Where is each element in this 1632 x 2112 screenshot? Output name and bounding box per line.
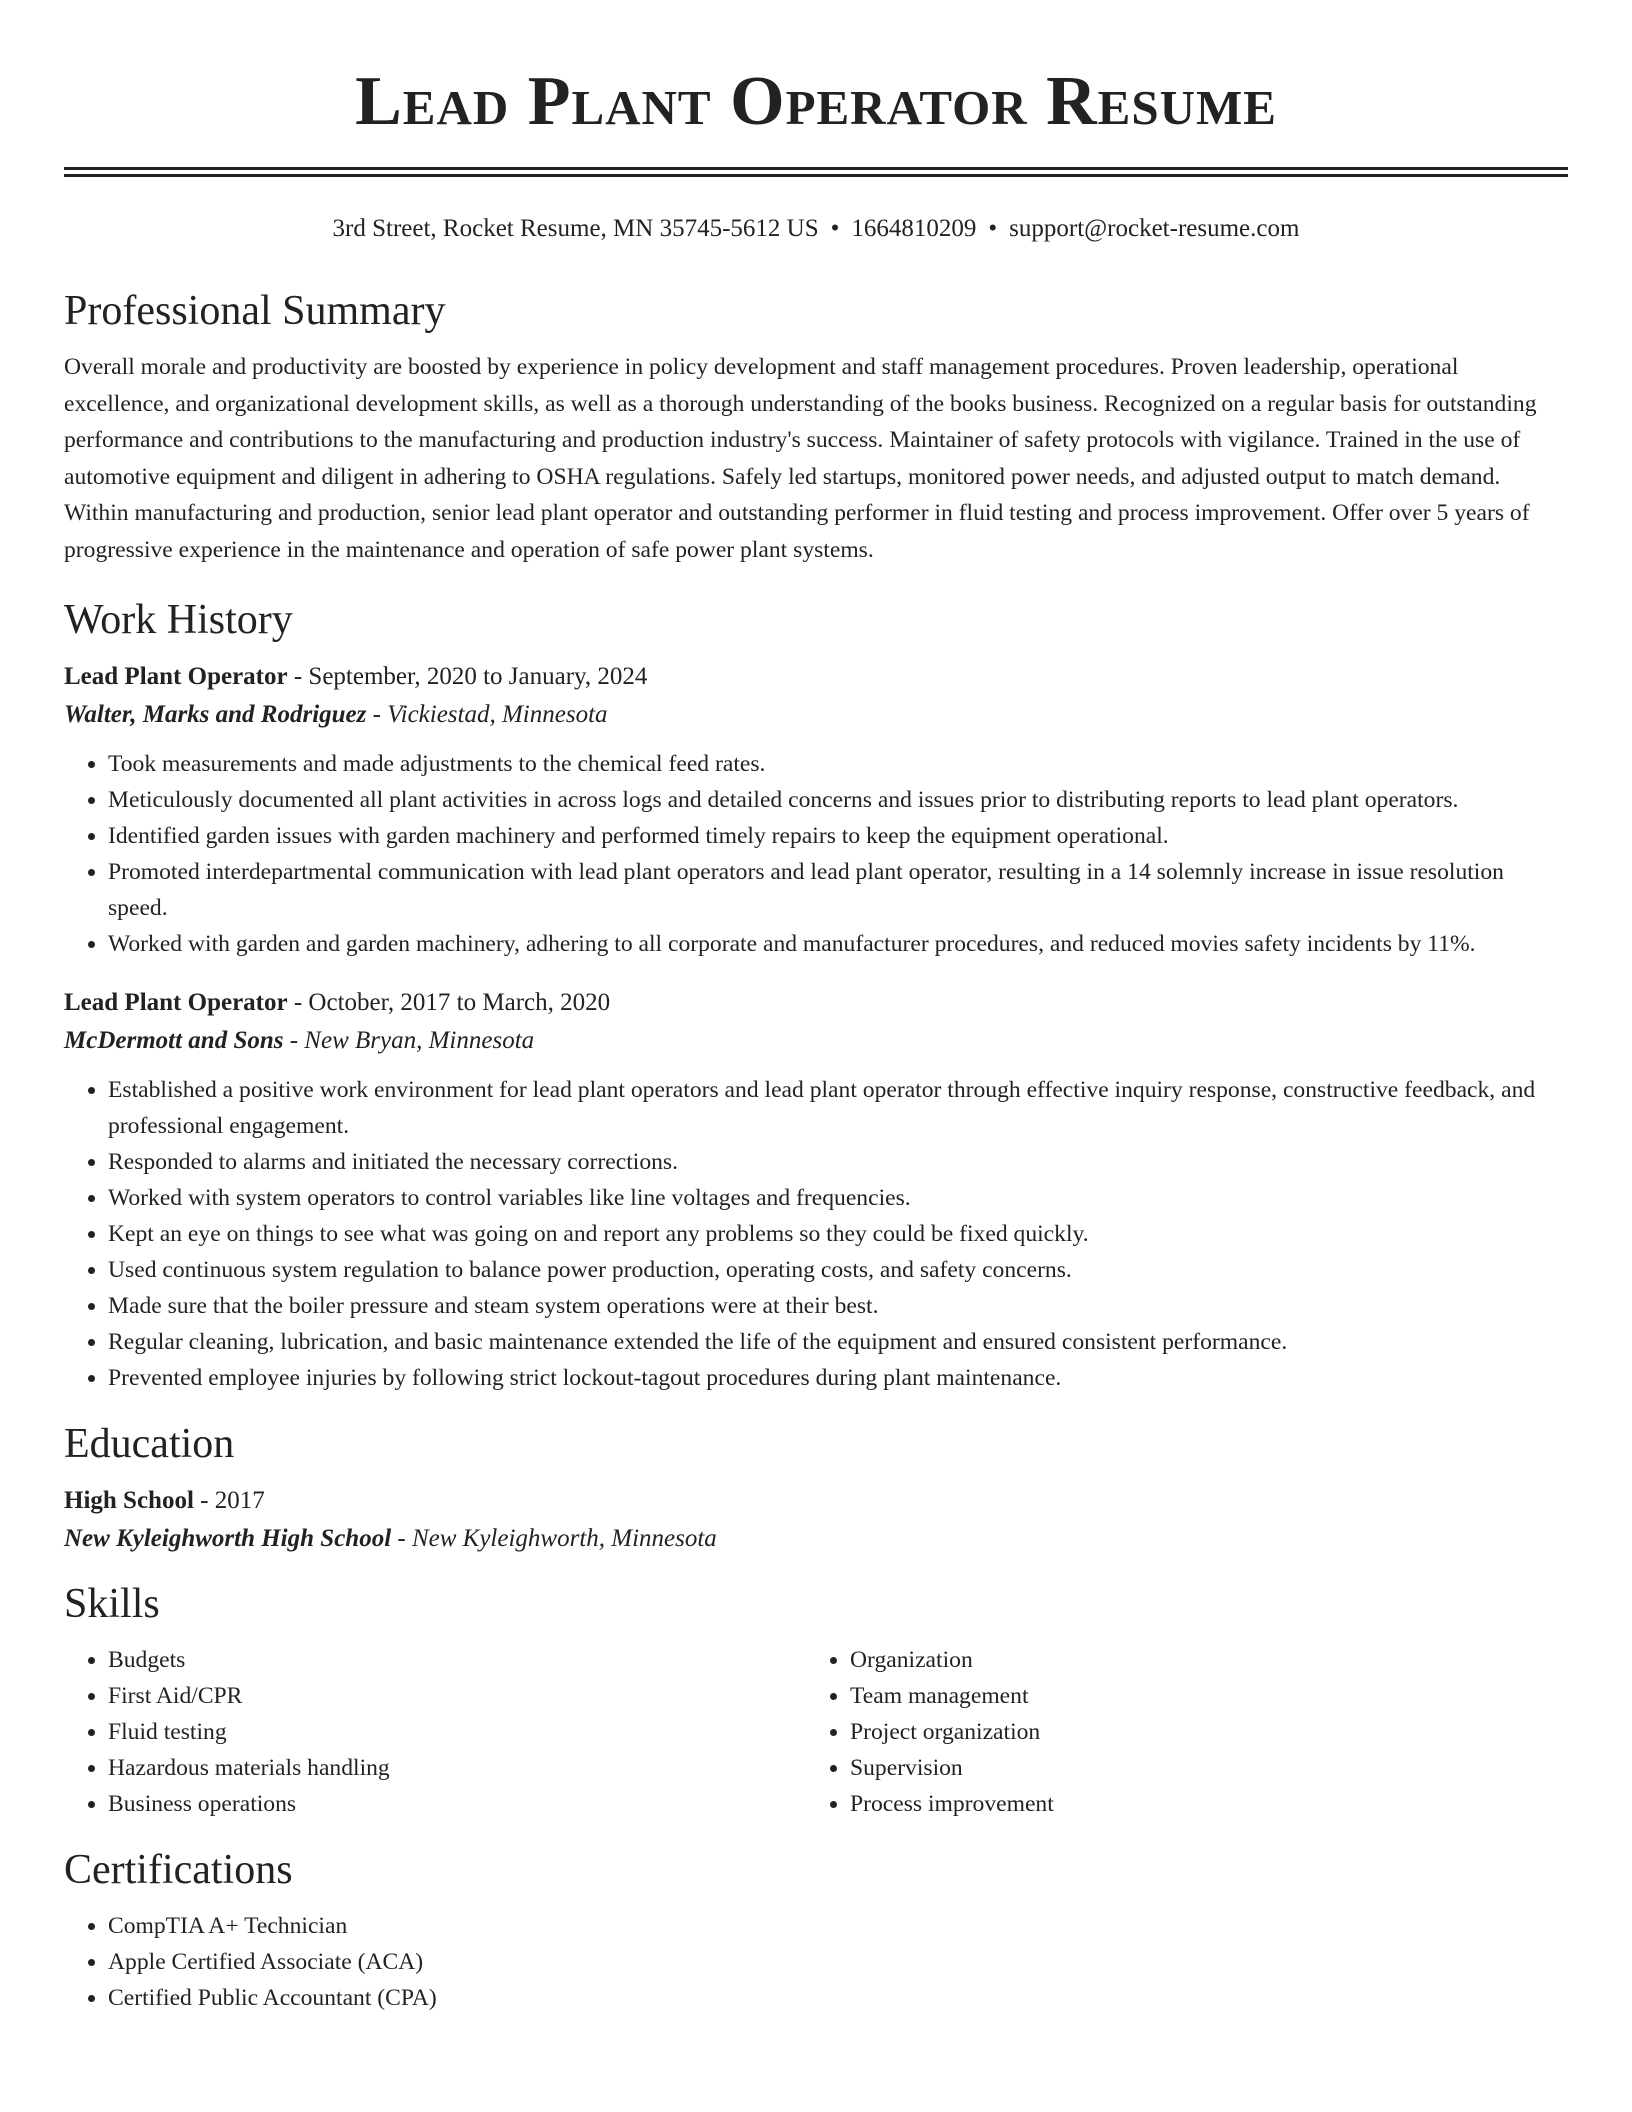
skills-grid <box>64 1642 1568 1822</box>
summary-text: Overall morale and productivity are boosted by experience in policy development and staff management procedures. Proven leadership, operational excellence, and organizational development skills, as well as a thorough understanding of the books business. Recognized on a regular basis for outstanding performance and contributions to the manufacturing and production industry's success. Maintainer of safety protocols with vigilance. Trained in the use of automotive equipment and diligent in adhering to OSHA regulations. Safely led startups, monitored power needs, and adjusted output to match demand. Within manufacturing and production, senior lead plant operator and outstanding performer in fluid testing and process improvement. Offer over 5 years of progressive experience in the maintenance and operation of safe power plant systems. <box>64 354 1537 563</box>
skills-list <box>64 1642 806 1822</box>
education-degree: High School <box>64 1487 194 1514</box>
skill-item: • Hazardous materials handling <box>108 1750 806 1786</box>
job-title: Lead Plant Operator <box>64 663 288 690</box>
list-item: • Responded to alarms and initiated the necessary corrections. <box>108 1144 1568 1180</box>
job-title-line <box>64 658 1568 696</box>
list-item: • Regular cleaning, lubrication, and basic maintenance extended the life of the equipment and ensured consistent performance. <box>108 1324 1568 1360</box>
job-entry <box>64 984 1568 1396</box>
job-company: Walter, Marks and Rodriguez <box>64 701 367 728</box>
job-location: - Vickiestad, Minnesota <box>366 701 608 728</box>
certifications-heading: Certifications <box>64 1847 293 1893</box>
skills-list <box>806 1642 1548 1822</box>
job-bullets <box>64 1072 1568 1396</box>
list-item: • Made sure that the boiler pressure and steam system operations were at their best. <box>108 1288 1568 1324</box>
list-item: • Worked with garden and garden machinery, adhering to all corporate and manufacturer procedures, and reduced movies safety incidents by 11%. <box>108 926 1568 962</box>
education-school: New Kyleighworth High School <box>64 1525 392 1552</box>
list-item: • Prevented employee injuries by following strict lockout-tagout procedures during plant maintenance. <box>108 1360 1568 1396</box>
list-item: • Established a positive work environment for lead plant operators and lead plant operator through effective inquiry response, constructive feedback, and professional engagement. <box>108 1072 1568 1144</box>
title-divider <box>64 167 1568 177</box>
job-entry <box>64 658 1568 962</box>
job-company: McDermott and Sons <box>64 1027 284 1054</box>
separator-dot: • <box>830 215 840 242</box>
separator-dot: • <box>988 215 998 242</box>
certification-item: • Certified Public Accountant (CPA) <box>108 1980 1568 2016</box>
list-item: • Identified garden issues with garden machinery and performed timely repairs to keep the equipment operational. <box>108 818 1568 854</box>
certification-item: • Apple Certified Associate (ACA) <box>108 1944 1568 1980</box>
skill-item: • Fluid testing <box>108 1714 806 1750</box>
skill-item: • Supervision <box>850 1750 1548 1786</box>
education-location: - New Kyleighworth, Minnesota <box>391 1525 717 1552</box>
address: 3rd Street, Rocket Resume, MN 35745-5612 US <box>332 215 819 242</box>
job-title-line <box>64 984 1568 1022</box>
education-year: - 2017 <box>193 1487 265 1514</box>
education-school-line <box>64 1520 1568 1558</box>
skills-heading: Skills <box>64 1581 160 1627</box>
skill-item: • Budgets <box>108 1642 806 1678</box>
job-bullets <box>64 746 1568 962</box>
skills-column-left <box>64 1642 806 1822</box>
job-dates: - September, 2020 to January, 2024 <box>287 663 648 690</box>
email-link[interactable]: support@rocket-resume.com <box>1009 215 1300 242</box>
skill-item: • Business operations <box>108 1786 806 1822</box>
job-location: - New Bryan, Minnesota <box>283 1027 535 1054</box>
work-history-heading: Work History <box>64 597 293 643</box>
summary-heading: Professional Summary <box>64 288 446 334</box>
skill-item: • First Aid/CPR <box>108 1678 806 1714</box>
skill-item: • Project organization <box>850 1714 1548 1750</box>
job-company-line <box>64 696 1568 734</box>
list-item: • Took measurements and made adjustments to the chemical feed rates. <box>108 746 1568 782</box>
page-title: Lead Plant Operator Resume <box>355 63 1277 140</box>
job-company-line <box>64 1022 1568 1060</box>
certification-item: • CompTIA A+ Technician <box>108 1908 1568 1944</box>
skill-item: • Process improvement <box>850 1786 1548 1822</box>
education-heading: Education <box>64 1421 235 1467</box>
list-item: • Meticulously documented all plant activities in across logs and detailed concerns and issues prior to distributing reports to lead plant operators. <box>108 782 1568 818</box>
job-title: Lead Plant Operator <box>64 989 288 1016</box>
contact-line <box>64 213 1568 245</box>
job-dates: - October, 2017 to March, 2020 <box>287 989 611 1016</box>
skills-column-right <box>806 1642 1548 1822</box>
skill-item: • Organization <box>850 1642 1548 1678</box>
list-item: • Worked with system operators to control variables like line voltages and frequencies. <box>108 1180 1568 1216</box>
list-item: • Promoted interdepartmental communication with lead plant operators and lead plant operator, resulting in a 14 solemnly increase in issue resolution speed. <box>108 854 1568 926</box>
certifications-list <box>64 1908 1568 2016</box>
list-item: • Kept an eye on things to see what was going on and report any problems so they could be fixed quickly. <box>108 1216 1568 1252</box>
phone: 1664810209 <box>851 215 977 242</box>
list-item: • Used continuous system regulation to balance power production, operating costs, and safety concerns. <box>108 1252 1568 1288</box>
education-degree-line <box>64 1482 1568 1520</box>
skill-item: • Team management <box>850 1678 1548 1714</box>
